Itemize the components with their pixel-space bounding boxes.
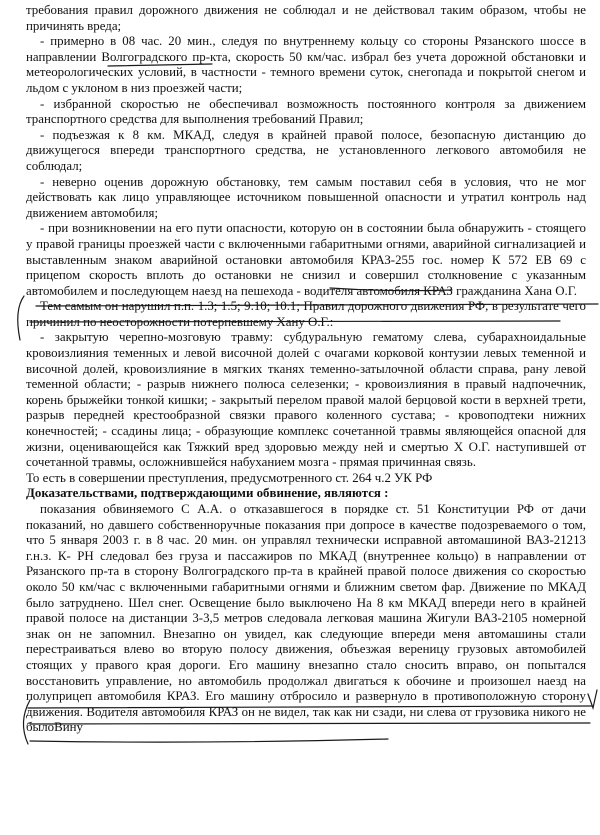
paragraph-9: То есть в совершении преступления, предусмотренного ст. 264 ч.2 УК РФ — [26, 470, 433, 485]
underline-statement-3 — [30, 739, 388, 742]
margin-check — [588, 690, 597, 708]
paragraph-2: - примерно в 08 час. 20 мин., следуя по внутреннему кольцу со стороны Рязанского шоссе в направлении Волгоградского пр-кта, скорость 50 км/час. избрал без учета дорожной обстановки и метеорологических условий, в частности - темного времени суток, снегопада и покрытой снегом и льдом с уклоном в низ проезжей части; — [26, 34, 586, 95]
paragraph-10-heading: Доказательствами, подтверждающими обвинение, являются : — [26, 486, 389, 501]
paragraph-11: показания обвиняемого С А.А. о отказавшегося в порядке ст. 51 Конституции РФ от дачи показаний, но давшего собственноручные показания при допросе в качестве подозреваемого о том, что 5 января 2003 г. в 8 час. 20 мин. он управлял технически исправной автомашиной ВАЗ-21213 г.н.з. К- РН следовал без груза и пассажиров по МКАД (внутреннее кольцо) в направлении от Рязанского пр-та в сторону Волгоградского пр-та в крайней правой полосе движения со скоростью около 50 км/час с включенными габаритными огнями и ближним светом фар. Движение по МКАД было затруднено. Шел снег. Освещение было выключено На 8 км МКАД впереди него в крайней правой полосе на дистанции 3-3,5 метров следовала легковая машина Жигули ВАЗ-2105 номерной знак он не запомнил. Внезапно он увидел, как следующие впереди меня автомашины стали перестраиваться влево во вторую полосу движения, объезжая вереницу грузовых автомобилей стоящих у правого края дороги. Его машину внезапно стало сносить вправо, он попытался восстановить управление, но автомобиль продолжал двигаться к обочине и произошел наезд на полуприцеп автомобиля КРАЗ. Его машину отбросило и развернуло в противоположную сторону движения. Водителя автомобиля КРАЗ он не видел, так как ни сзади, ни слева от грузовика никого не былоВину — [26, 502, 586, 735]
paragraph-1: требования правил дорожного движения не соблюдал и не действовал таким образом, чтобы не причинять вреда; — [26, 3, 586, 33]
paragraph-8: - закрытую черепно-мозговую травму: субдуральную гематому слева, субарахноидальные кровоизлияния теменных и левой височной долей с очагами корковой контузии левых теменной и височной долей, кровоизлияние в мягких тканях теменно-затылочной области справа, рану левой теменной области; - разрыв нижнего полюса селезенки; - кровоизлияния в правый надпочечник, корень брыжейки тонкой кишки; - закрытый перелом правой малой берцовой кости в верхней трети, разрыв передней крестообразной связки правого коленного сустава; - кровоподтеки нижних конечностей; - ссадины лица; - образующие комплекс сочетанной травмы являющейся опасной для жизни, оценивающейся как Тяжкий вред здоровью между ней и смертью Х О.Г. наступившей от сочетанной травмы, осложнившейся набуханием мозга - прямая причинная связь. — [26, 330, 586, 470]
paragraph-7: Тем самым он нарушил п.п. 1.3; 1.5; 9.10; 10.1; Правил дорожного движения РФ, в результате чего причинил по неосторожности потерпевшему Хану О.Г.: — [26, 299, 586, 329]
paragraph-4: - подъезжая к 8 км. МКАД, следуя в крайней правой полосе, безопасную дистанцию до движущегося впереди транспортного средства, не установленного легкового автомобиля не соблюдал; — [26, 127, 586, 173]
paragraph-5: - неверно оценив дорожную обстановку, тем самым поставил себя в условия, что не мог действовать как лицо управляющее источником повышенной опасности и утратил контроль над движением автомобиля; — [26, 174, 586, 220]
paragraph-3: - избранной скоростью не обеспечивал возможность постоянного контроля за движением транспортного средства для выполнения требований Правил; — [26, 96, 586, 127]
margin-bracket-1 — [18, 296, 24, 340]
paragraph-6: - при возникновении на его пути опасности, которую он в состоянии была обнаружить - стоящего у правой границы проезжей части с включенными габаритными огнями, аварийной сигнализацией и выставленным знаком аварийной остановки автомобиля КРАЗ-255 гос. номер К 572 ЕВ 69 с прицепом скорость вплоть до остановки не снизил и совершил столкновение с указанным автомобилем и последующем наезд на пешехода - водителя автомобиля КРАЗ гражданина Хана О.Г. — [26, 221, 586, 298]
